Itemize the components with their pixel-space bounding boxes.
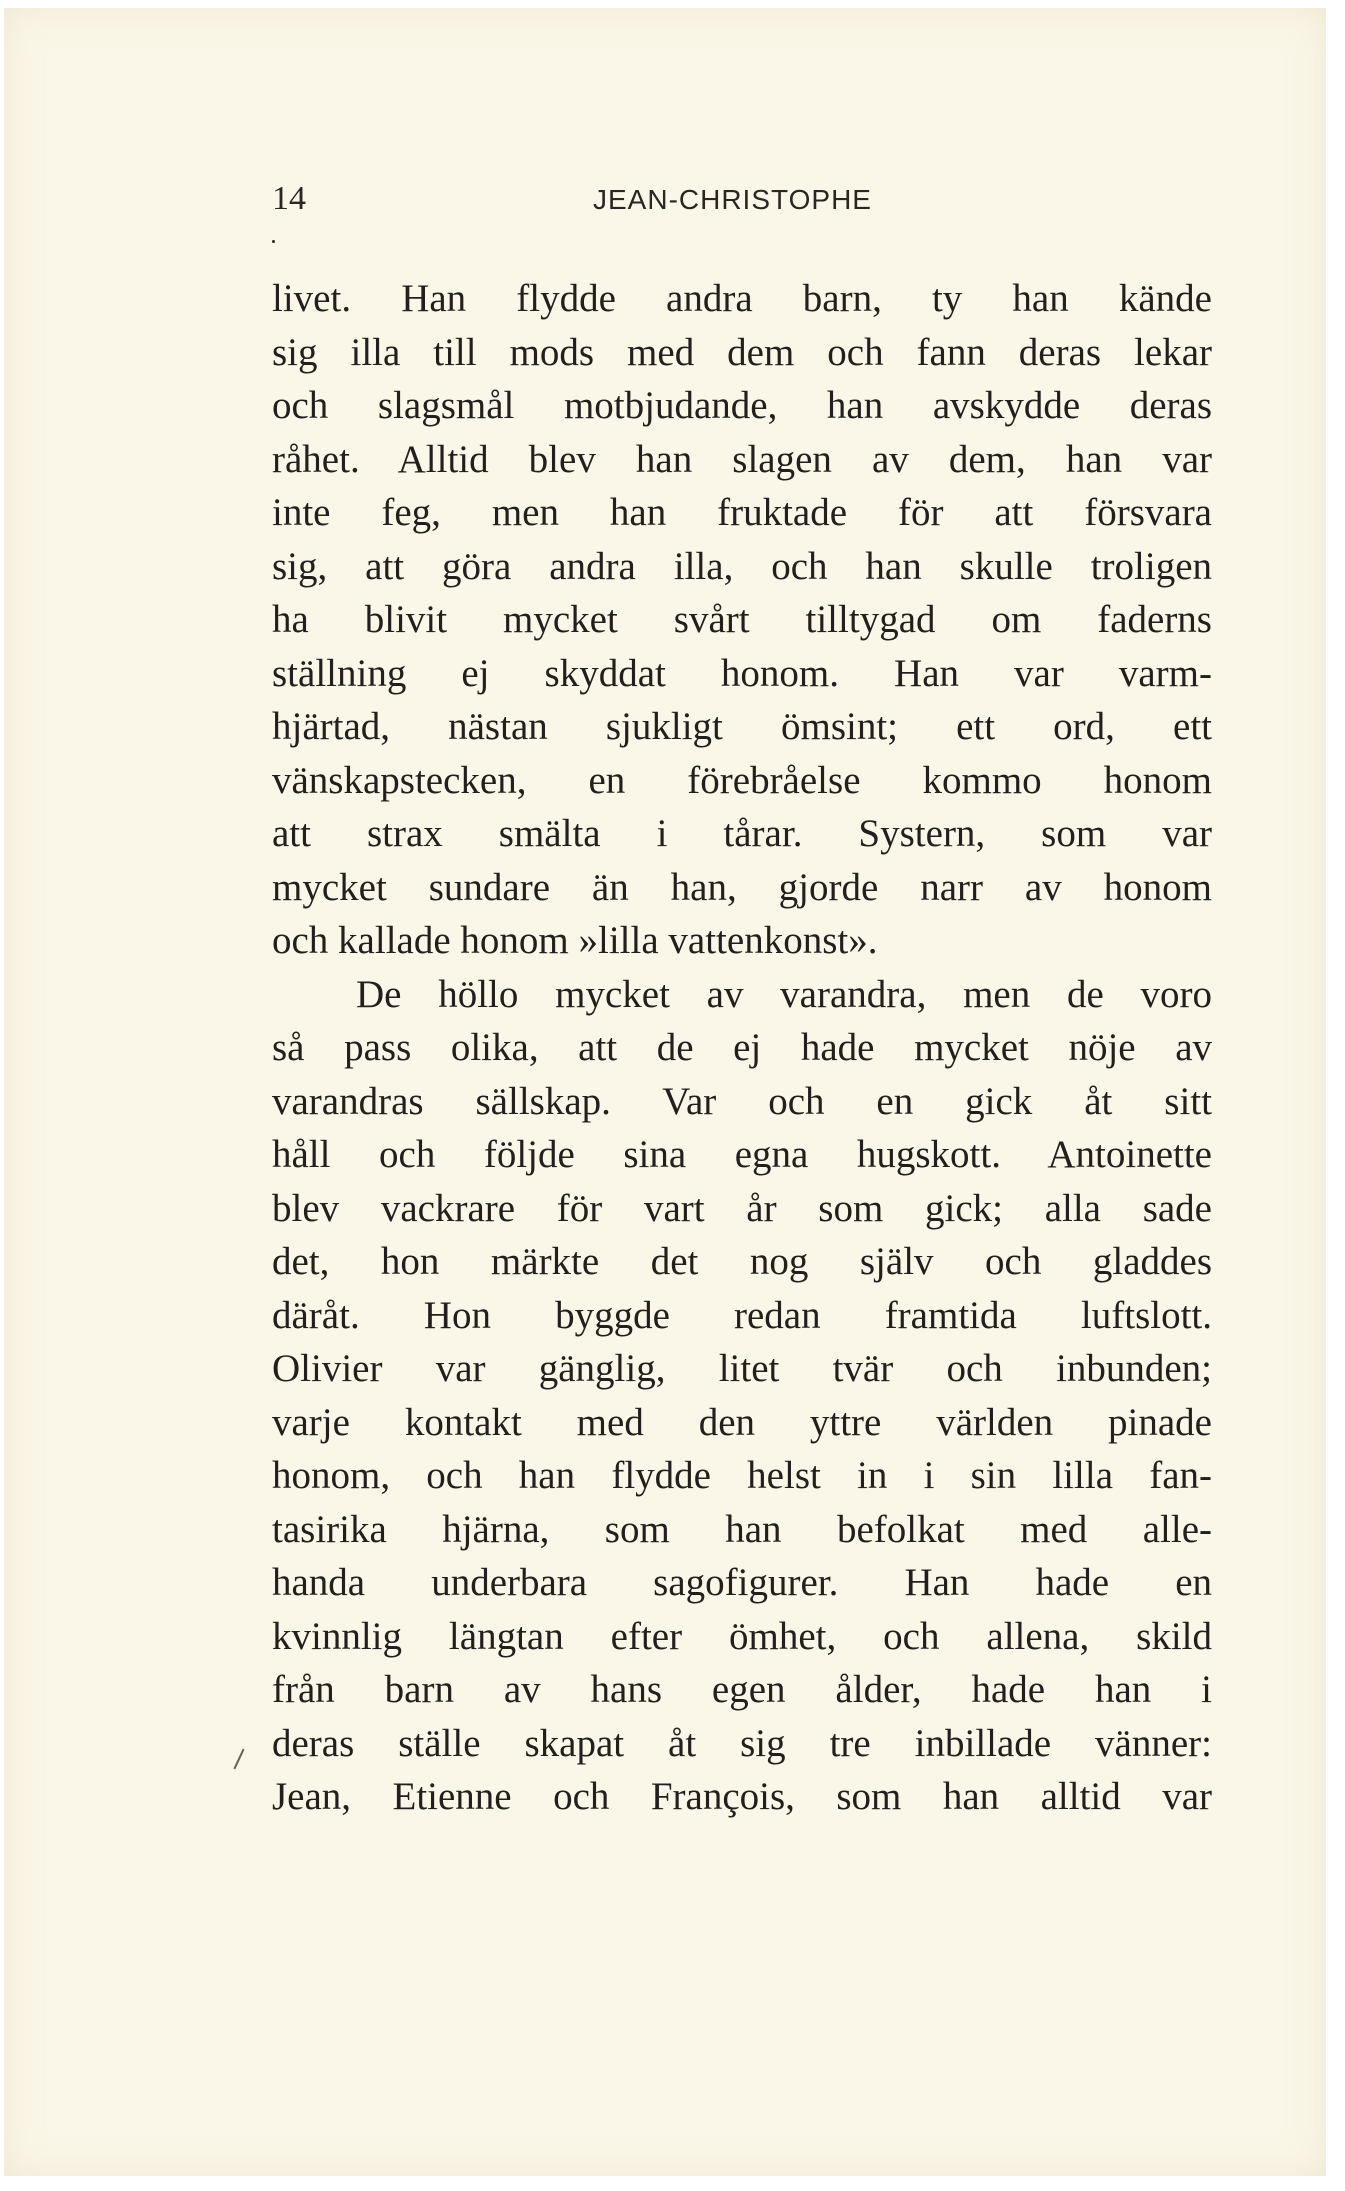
text-line: livet. Han flydde andra barn, ty han kände (272, 277, 1212, 320)
text-line: sig illa till mods med dem och fann deras lekar (272, 330, 1212, 374)
text-line: från barn av hans egen ålder, hade han i (272, 1668, 1212, 1711)
text-line: råhet. Alltid blev han slagen av dem, han var (272, 437, 1212, 481)
text-line: varje kontakt med den yttre världen pinade (272, 1400, 1212, 1444)
text-line: tasirika hjärna, som han befolkat med alle- (272, 1507, 1212, 1551)
text-line: Jean, Etienne och François, som han alltid var (272, 1775, 1212, 1818)
text-line: hjärtad, nästan sjukligt ömsint; ett ord, ett (272, 705, 1212, 748)
running-title: JEAN-CHRISTOPHE (593, 184, 872, 215)
text-line: kvinnlig längtan efter ömhet, och allena, skild (272, 1614, 1212, 1658)
text-line: håll och följde sina egna hugskott. Antoinette (272, 1133, 1212, 1176)
text-line: sig, att göra andra illa, och han skulle troligen (272, 544, 1212, 588)
header-dot (272, 240, 275, 243)
text-line: De höllo mycket av varandra, men de voro (356, 972, 1212, 1016)
text-line: honom, och han flydde helst in i sin lilla fan- (272, 1454, 1212, 1497)
text-line: vänskapstecken, en förebråelse kommo honom (272, 758, 1212, 802)
text-line: inte feg, men han fruktade för att försvara (272, 491, 1212, 534)
text-line: däråt. Hon byggde redan framtida luftslott. (272, 1293, 1212, 1337)
text-line: och slagsmål motbjudande, han avskydde deras (272, 384, 1212, 427)
text-line: att strax smälta i tårar. Systern, som var (272, 812, 1212, 855)
text-line: och kallade honom »lilla vattenkonst». (272, 919, 878, 962)
text-line: handa underbara sagofigurer. Han hade en (272, 1561, 1212, 1604)
text-line: deras ställe skapat åt sig tre inbillade vänner: (272, 1721, 1212, 1765)
page-header (272, 180, 1212, 240)
page-number: 14 (272, 180, 306, 217)
text-line: mycket sundare än han, gjorde narr av honom (272, 865, 1212, 909)
text-line: blev vackrare för vart år som gick; alla sade (272, 1186, 1212, 1230)
text-line: ställning ej skyddat honom. Han var varm- (272, 651, 1212, 695)
text-line: Olivier var gänglig, litet tvär och inbunden; (272, 1347, 1212, 1390)
text-line: varandras sällskap. Var och en gick åt sitt (272, 1079, 1212, 1123)
text-line: så pass olika, att de ej hade mycket nöje av (272, 1026, 1212, 1069)
page-body-text (272, 272, 1212, 1824)
text-line: ha blivit mycket svårt tilltygad om faderns (272, 598, 1212, 641)
text-line: det, hon märkte det nog själv och gladdes (272, 1240, 1212, 1283)
